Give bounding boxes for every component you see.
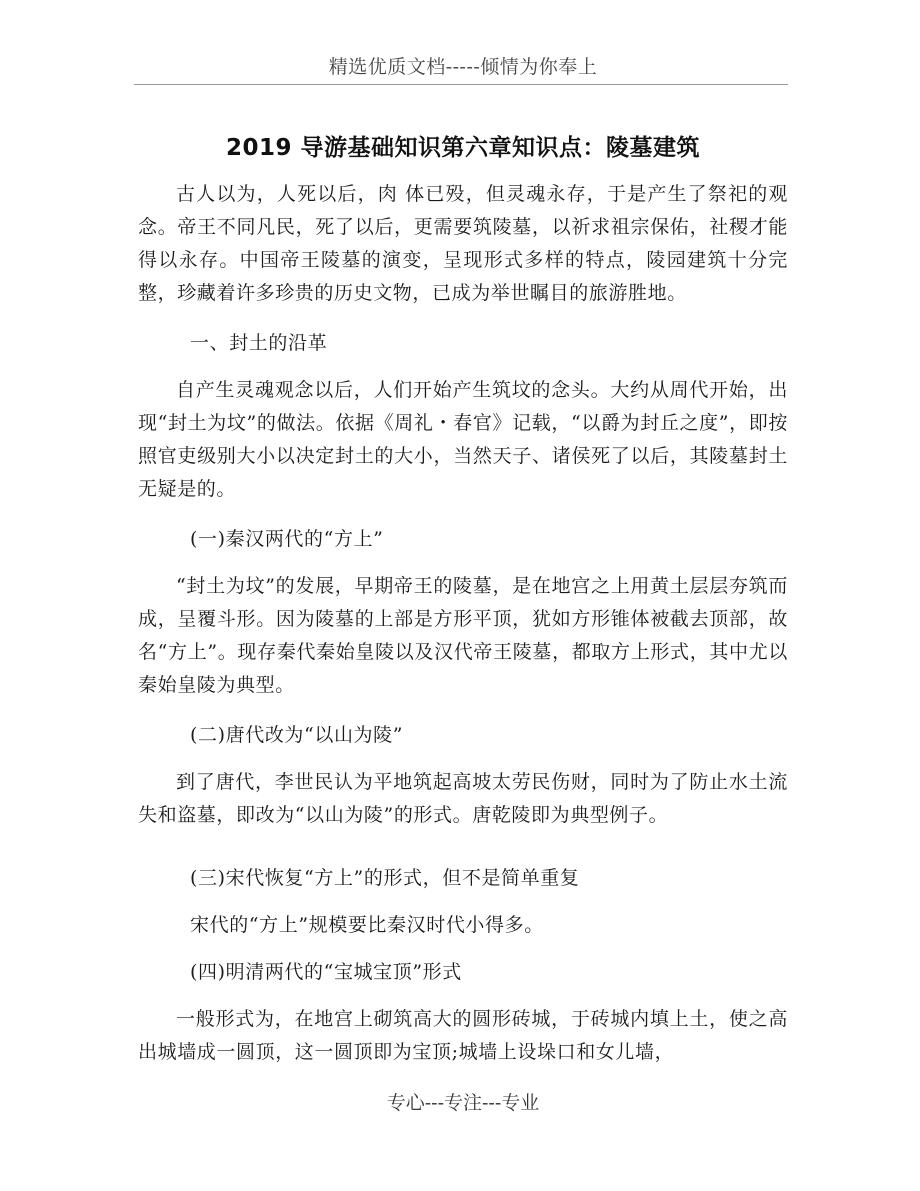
- intro-paragraph: 古人以为，人死以后，肉 体已殁，但灵魂永存，于是产生了祭祀的观念。帝王不同凡民，死了以后，更需要筑陵墓，以祈求祖宗保佑，社稷才能得以永存。中国帝王陵墓的演变，呈现形式多样的特点，陵园建筑十分完整，珍藏着许多珍贵的历史文物，已成为举世瞩目的旅游胜地。: [138, 183, 788, 304]
- subsection-heading-4: (四)明清两代的“宝城宝顶”形式: [190, 961, 462, 983]
- header-divider: [134, 84, 788, 85]
- subsection-paragraph-3: 宋代的“方上”规模要比秦汉时代小得多。: [190, 914, 544, 936]
- subsection-heading-2: (二)唐代改为“以山为陵”: [190, 724, 404, 746]
- subsection-paragraph-2: 到了唐代，李世民认为平地筑起高坡太劳民伤财，同时为了防止水土流失和盗墓，即改为“以山为陵”的形式。唐乾陵即为典型例子。: [138, 771, 788, 826]
- subsection-heading-3: (三)宋代恢复“方上”的形式，但不是简单重复: [190, 867, 580, 889]
- subsection-paragraph-1: “封土为坟”的发展，早期帝王的陵墓，是在地宫之上用黄土层层夯筑而成，呈覆斗形。因为陵墓的上部是方形平顶，犹如方形锥体被截去顶部，故名“方上”。现存秦代秦始皇陵以及汉代帝王陵墓，都取方上形式，其中尤以秦始皇陵为典型。: [138, 575, 788, 696]
- subsection-paragraph-4: 一般形式为，在地宫上砌筑高大的圆形砖城，于砖城内填上土，使之高出城墙成一圆顶，这一圆顶即为宝顶;城墙上设垛口和女儿墙，: [138, 1008, 788, 1063]
- document-body: [138, 178, 788, 1069]
- page-footer: 专心---专注---专业: [386, 1092, 540, 1114]
- page-header: 精选优质文档-----倾情为你奉上: [328, 56, 598, 78]
- document-title: 2019 导游基础知识第六章知识点：陵墓建筑: [225, 135, 701, 162]
- subsection-heading-1: (一)秦汉两代的“方上”: [190, 528, 384, 550]
- section-paragraph-1: 自产生灵魂观念以后，人们开始产生筑坟的念头。大约从周代开始，出现“封土为坟”的做法。依据《周礼・春官》记载，“以爵为封丘之度”，即按照官吏级别大小以决定封土的大小，当然天子、诸侯死了以后，其陵墓封土无疑是的。: [138, 379, 788, 500]
- section-heading-1: 一、封土的沿革: [190, 332, 328, 354]
